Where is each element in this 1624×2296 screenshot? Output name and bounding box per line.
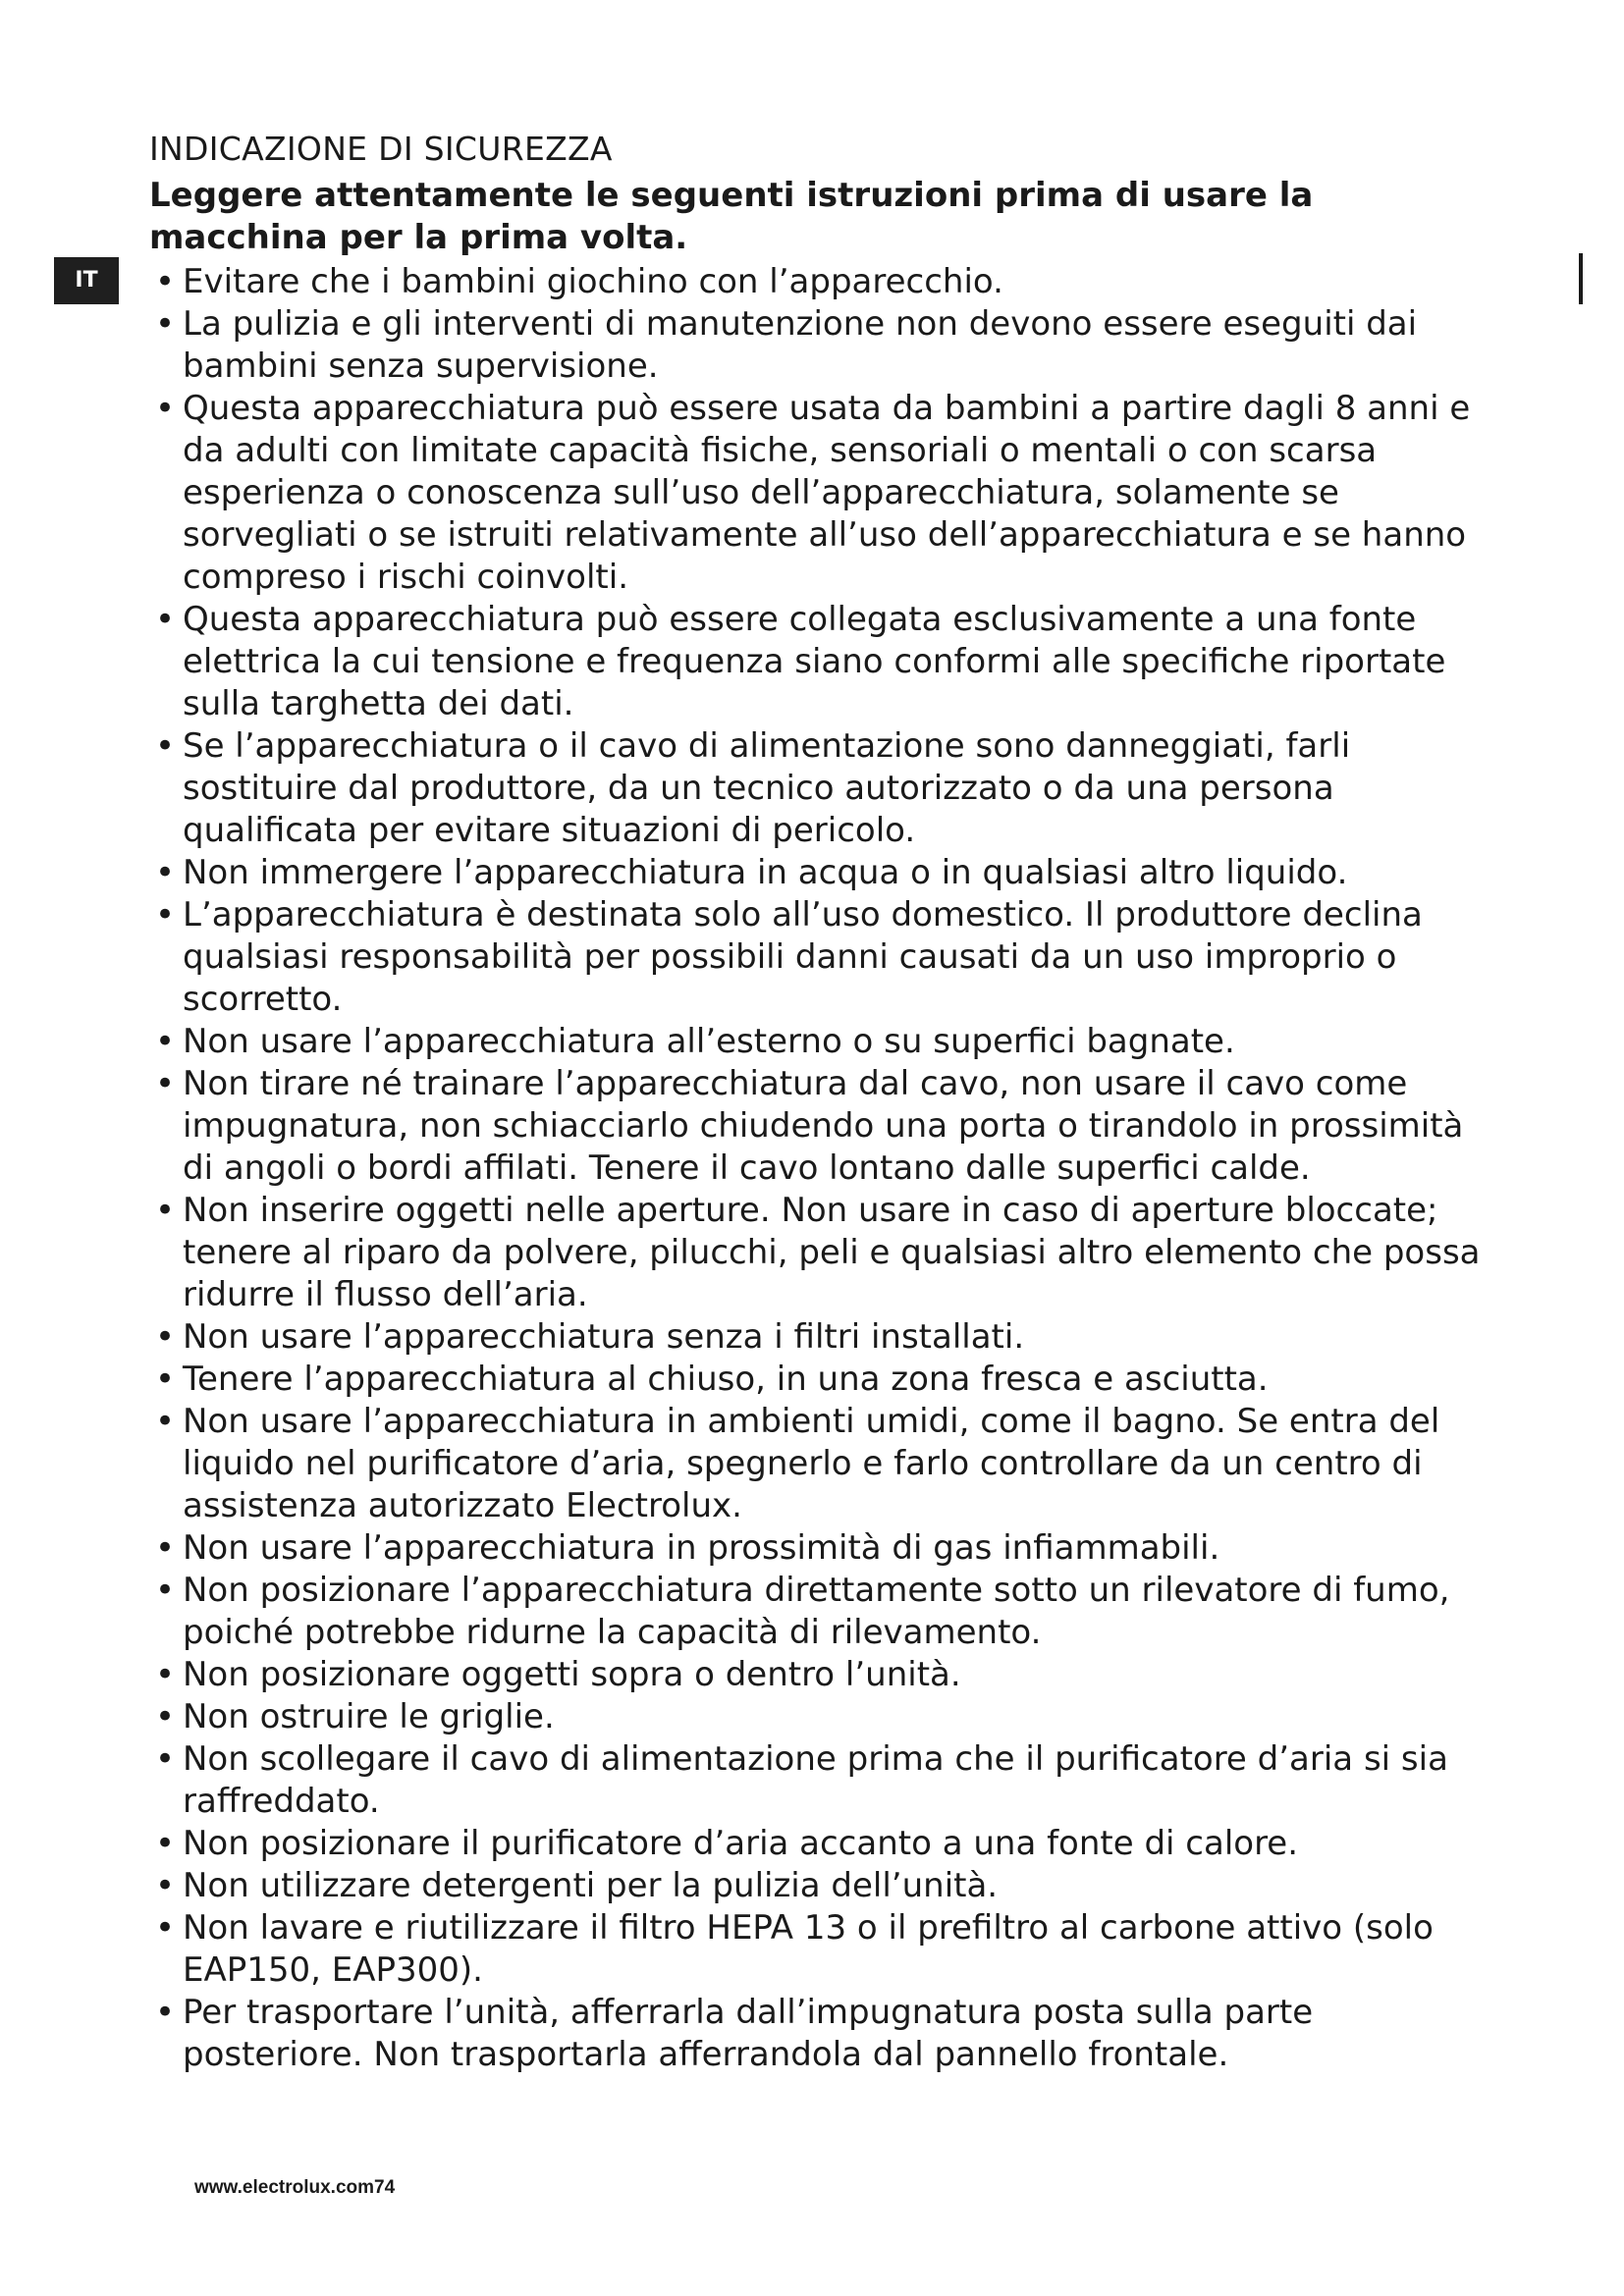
- list-item: • Non usare l’apparecchiatura in prossimità di gas infiammabili.: [149, 1527, 1494, 1570]
- language-tab: IT: [54, 257, 119, 304]
- safety-section: [149, 128, 1494, 2076]
- list-item: • Non immergere l’apparecchiatura in acqua o in qualsiasi altro liquido.: [149, 852, 1494, 894]
- list-item: • La pulizia e gli interventi di manutenzione non devono essere eseguiti dai bambini senza supervisione.: [149, 303, 1494, 388]
- section-title: INDICAZIONE DI SICUREZZA: [149, 130, 613, 168]
- list-item: • Se l’apparecchiatura o il cavo di alimentazione sono danneggiati, farli sostituire dal produttore, da un tecnico autorizzato o da una persona qualificata per evitare situazioni di pericolo.: [149, 725, 1494, 852]
- list-item: • L’apparecchiatura è destinata solo all’uso domestico. Il produttore declina qualsiasi responsabilità per possibili danni causati da un uso improprio o scorretto.: [149, 894, 1494, 1021]
- list-item: • Non ostruire le griglie.: [149, 1696, 1494, 1738]
- list-item: • Evitare che i bambini giochino con l’apparecchio.: [149, 261, 1494, 303]
- intro-text: Leggere attentamente le seguenti istruzioni prima di usare la macchina per la prima volta.: [149, 176, 1314, 257]
- list-item: • Questa apparecchiatura può essere collegata esclusivamente a una fonte elettrica la cui tensione e frequenza siano conformi alle specifiche riportate sulla targhetta dei dati.: [149, 599, 1494, 725]
- list-item: • Non scollegare il cavo di alimentazione prima che il purificatore d’aria si sia raffreddato.: [149, 1738, 1494, 1823]
- list-item: • Non usare l’apparecchiatura all’esterno o su superfici bagnate.: [149, 1021, 1494, 1063]
- list-item: • Questa apparecchiatura può essere usata da bambini a partire dagli 8 anni e da adulti con limitate capacità fisiche, sensoriali o mentali o con scarsa esperienza o conoscenza sull’uso dell’apparecchiatura, solamente se sorvegliati o se istruiti relativamente all’uso dell’apparecchiatura e se hanno compreso i rischi coinvolti.: [149, 388, 1494, 599]
- list-item: • Non inserire oggetti nelle aperture. Non usare in caso di aperture bloccate; tenere al riparo da polvere, pilucchi, peli e qualsiasi altro elemento che possa ridurre il flusso dell’aria.: [149, 1190, 1494, 1316]
- list-item: • Non posizionare l’apparecchiatura direttamente sotto un rilevatore di fumo, poiché potrebbe ridurne la capacità di rilevamento.: [149, 1570, 1494, 1654]
- list-item: • Non lavare e riutilizzare il filtro HEPA 13 o il prefiltro al carbone attivo (solo EAP150, EAP300).: [149, 1907, 1494, 1992]
- list-item: • Non tirare né trainare l’apparecchiatura dal cavo, non usare il cavo come impugnatura, non schiacciarlo chiudendo una porta o tirandolo in prossimità di angoli o bordi affilati. Tenere il cavo lontano dalle superfici calde.: [149, 1063, 1494, 1190]
- footer-url-page-number: www.electrolux.com74: [194, 2177, 396, 2198]
- list-item: • Per trasportare l’unità, afferrarla dall’impugnatura posta sulla parte posteriore. Non trasportarla afferrandola dal pannello frontale.: [149, 1992, 1494, 2076]
- list-item: • Non posizionare il purificatore d’aria accanto a una fonte di calore.: [149, 1823, 1494, 1865]
- side-margin-mark: [1579, 253, 1583, 304]
- list-item: • Non utilizzare detergenti per la pulizia dell’unità.: [149, 1865, 1494, 1907]
- list-item: • Non usare l’apparecchiatura in ambienti umidi, come il bagno. Se entra del liquido nel purificatore d’aria, spegnerlo e farlo controllare da un centro di assistenza autorizzato Electrolux.: [149, 1401, 1494, 1527]
- list-item: • Non posizionare oggetti sopra o dentro l’unità.: [149, 1654, 1494, 1696]
- list-item: • Tenere l’apparecchiatura al chiuso, in una zona fresca e asciutta.: [149, 1359, 1494, 1401]
- list-item: • Non usare l’apparecchiatura senza i filtri installati.: [149, 1316, 1494, 1359]
- safety-list: [149, 261, 1494, 2076]
